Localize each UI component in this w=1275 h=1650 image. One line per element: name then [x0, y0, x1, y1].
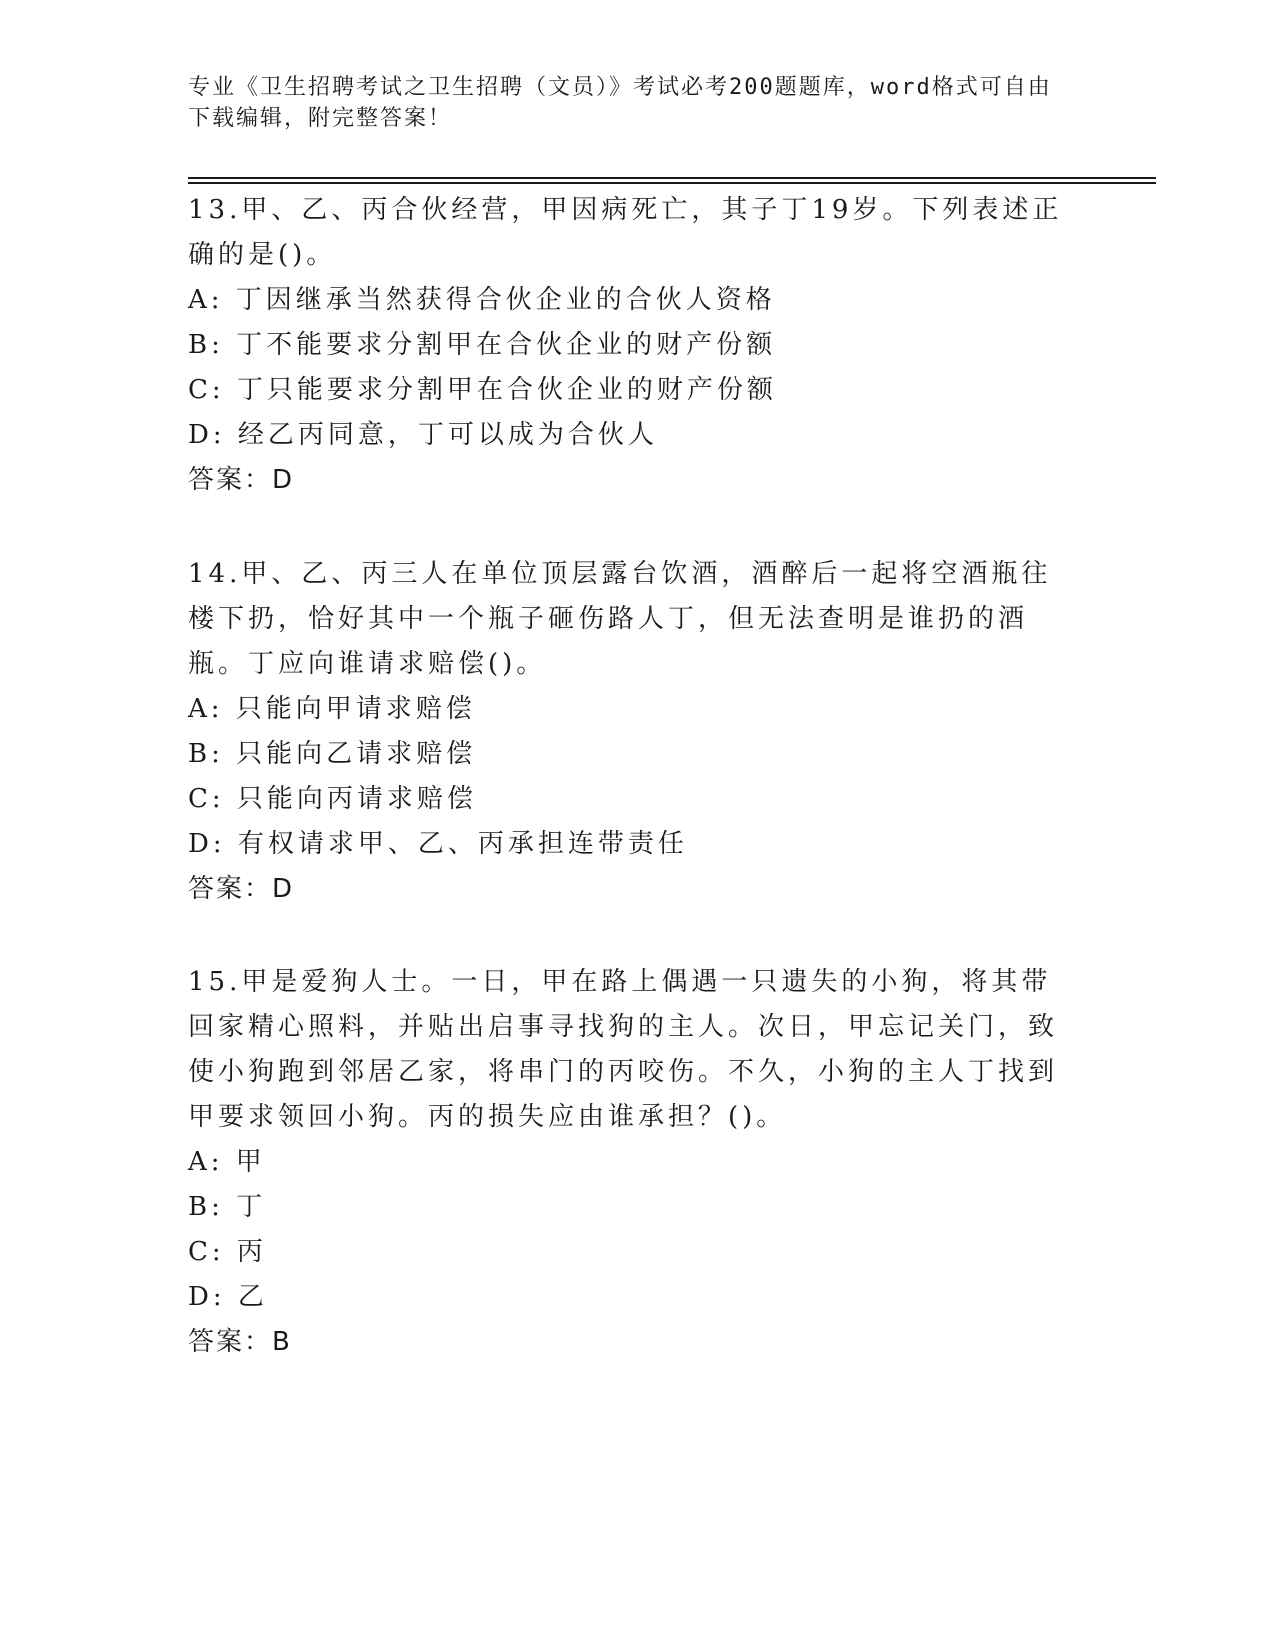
option-b: B: 丁 [188, 1192, 267, 1222]
answer-line: 答案：D [188, 465, 295, 495]
option-c: C: 丁只能要求分割甲在合伙企业的财产份额 [188, 375, 777, 405]
option-a: A: 丁因继承当然获得合伙企业的合伙人资格 [188, 285, 776, 315]
question-14 [188, 552, 1078, 912]
option-b: B: 只能向乙请求赔偿 [188, 739, 477, 769]
option-c: C: 只能向丙请求赔偿 [188, 784, 477, 814]
question-13 [188, 188, 1078, 503]
answer-line: 答案：B [188, 1327, 292, 1357]
header-divider-bottom [188, 182, 1156, 184]
option-b: B: 丁不能要求分割甲在合伙企业的财产份额 [188, 330, 777, 360]
answer-line: 答案：D [188, 874, 295, 904]
question-stem: 13.甲、乙、丙合伙经营，甲因病死亡，其子丁19岁。下列表述正确的是()。 [188, 195, 1063, 270]
option-d: D: 有权请求甲、乙、丙承担连带责任 [188, 829, 688, 859]
header-divider-top [188, 177, 1156, 179]
option-a: A: 只能向甲请求赔偿 [188, 694, 476, 724]
question-15 [188, 960, 1078, 1365]
option-d: D: 经乙丙同意，丁可以成为合伙人 [188, 420, 658, 450]
option-d: D: 乙 [188, 1282, 268, 1312]
question-stem: 14.甲、乙、丙三人在单位顶层露台饮酒，酒醉后一起将空酒瓶往楼下扔，恰好其中一个瓶子砸伤路人丁，但无法查明是谁扔的酒瓶。丁应向谁请求赔偿()。 [188, 559, 1052, 679]
question-stem: 15.甲是爱狗人士。一日，甲在路上偶遇一只遗失的小狗，将其带回家精心照料，并贴出启事寻找狗的主人。次日，甲忘记关门，致使小狗跑到邻居乙家，将串门的丙咬伤。不久，小狗的主人丁找到甲要求领回小狗。丙的损失应由谁承担？()。 [188, 967, 1059, 1132]
document-header: 专业《卫生招聘考试之卫生招聘（文员）》考试必考200题题库，word格式可自由下载编辑，附完整答案！ [188, 75, 1052, 131]
option-a: A: 甲 [188, 1147, 266, 1177]
option-c: C: 丙 [188, 1237, 267, 1267]
